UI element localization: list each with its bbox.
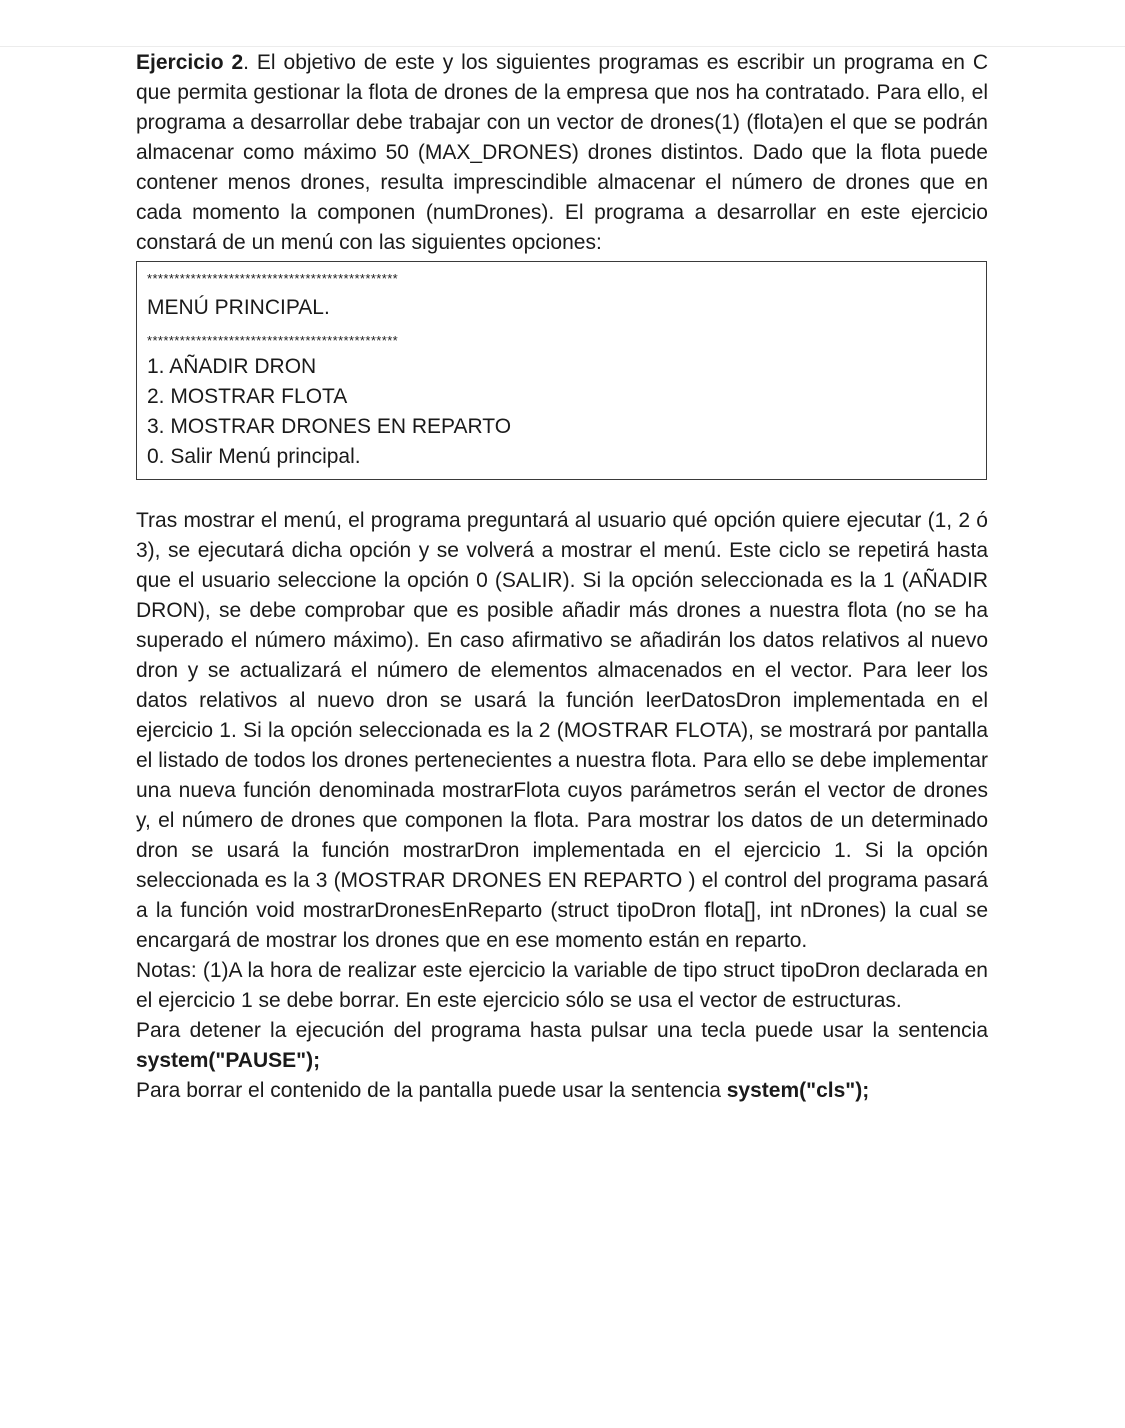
body-block (136, 506, 988, 1106)
menu-item-show-delivering: 3. MOSTRAR DRONES EN REPARTO (147, 415, 512, 438)
description-paragraph: Tras mostrar el menú, el programa preguntará al usuario qué opción quiere ejecutar (1, 2 ó 3), se ejecutará dicha opción y se volverá a mostrar el menú. Este ciclo se repetirá hasta que el usuario seleccione la opción 0 (SALIR). Si la opción seleccionada es la 1 (AÑADIR DRON), se debe comprobar que es posible añadir más drones a nuestra flota (no se ha superado el número máximo). En caso afirmativo se añadirán los datos relativos al nuevo dron y se actualizará el número de elementos almacenados en el vector. Para leer los datos relativos al nuevo dron se usará la función leerDatosDron implementada en el ejercicio 1. Si la opción seleccionada es la 2 (MOSTRAR FLOTA), se mostrará por pantalla el listado de todos los drones pertenecientes a nuestra flota. Para ello se debe implementar una nueva función denominada mostrarFlota cuyos parámetros serán el vector de drones y, el número de drones que componen la flota. Para mostrar los datos de un determinado dron se usará la función mostrarDron implementada en el ejercicio 1. Si la opción seleccionada es la 3 (MOSTRAR DRONES EN REPARTO ) el control del programa pasará a la función void mostrarDronesEnReparto (struct tipoDron flota[], int nDrones) la cual se encargará de mostrar los drones que en ese momento están en reparto. (136, 509, 988, 952)
document-page (136, 48, 988, 1106)
top-divider (0, 46, 1125, 47)
pause-text: Para detener la ejecución del programa hasta pulsar una tecla puede usar la sentencia (136, 1019, 988, 1042)
pause-paragraph (136, 1016, 988, 1076)
menu-item-show-fleet: 2. MOSTRAR FLOTA (147, 385, 348, 408)
menu-item-add-drone: 1. AÑADIR DRON (147, 355, 317, 378)
menu-box (136, 261, 987, 480)
pause-code: system("PAUSE"); (136, 1049, 321, 1072)
notes-paragraph: Notas: (1)A la hora de realizar este ejercicio la variable de tipo struct tipoDron declarada en el ejercicio 1 se debe borrar. En este ejercicio sólo se usa el vector de estructuras. (136, 959, 988, 1012)
intro-text: . El objetivo de este y los siguientes programas es escribir un programa en C que permita gestionar la flota de drones de la empresa que nos ha contratado. Para ello, el programa a desarrollar debe trabajar con un vector de drones(1) (flota)en el que se podrán almacenar como máximo 50 (MAX_DRONES) drones distintos. Dado que la flota puede contener menos drones, resulta imprescindible almacenar el número de drones que en cada momento la componen (numDrones). El programa a desarrollar en este ejercicio constará de un menú con las siguientes opciones: (136, 51, 988, 254)
cls-text: Para borrar el contenido de la pantalla puede usar la sentencia (136, 1079, 727, 1102)
menu-stars-bottom: ********************************************** (147, 333, 399, 348)
menu-stars-top: ********************************************** (147, 271, 399, 286)
menu-item-exit: 0. Salir Menú principal. (147, 445, 361, 468)
cls-paragraph (136, 1076, 988, 1106)
intro-paragraph (136, 48, 988, 258)
menu-title: MENÚ PRINCIPAL. (147, 296, 330, 319)
cls-code: system("cls"); (726, 1079, 870, 1102)
exercise-heading: Ejercicio 2 (136, 51, 244, 74)
